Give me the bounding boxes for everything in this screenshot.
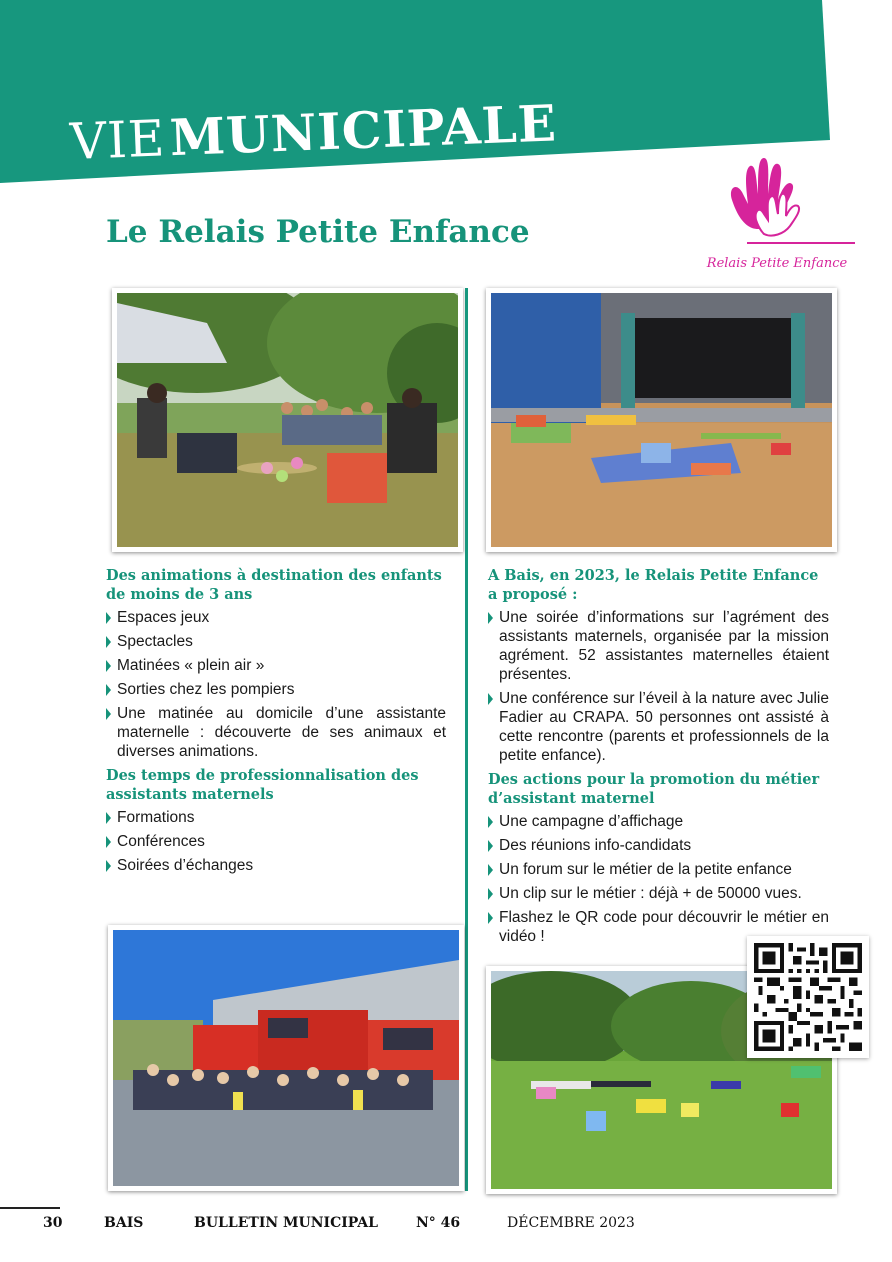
photo-fire-station: [108, 925, 464, 1191]
list-item: Flashez le QR code pour découvrir le métier en vidéo !: [488, 908, 829, 946]
right-column: [488, 566, 829, 951]
hand-icon: [692, 148, 862, 252]
photo-gym-hall: [486, 288, 837, 552]
qr-code[interactable]: [747, 936, 869, 1058]
footer-publication: BULLETIN MUNICIPAL: [194, 1215, 378, 1231]
list-item: Une conférence sur l’éveil à la nature avec Julie Fadier au CRAPA. 50 personnes ont assisté à cette rencontre (parents et professionnels de la petite enfance).: [488, 689, 829, 765]
right-list-promotion: [488, 812, 829, 946]
page-title: Le Relais Petite Enfance: [106, 214, 530, 250]
relais-logo: [692, 148, 862, 288]
right-heading-2023: A Bais, en 2023, le Relais Petite Enfance a proposé :: [488, 567, 819, 603]
list-item: Une soirée d’informations sur l’agrément des assistants maternels, organisée par la mission agrément. 52 assistantes maternelles étaient présentes.: [488, 608, 829, 684]
footer-rule: [0, 1207, 60, 1209]
qr-code-icon: [754, 943, 862, 1051]
page-number: 30: [43, 1215, 63, 1231]
list-item: Spectacles: [106, 632, 446, 651]
list-item: Formations: [106, 808, 446, 827]
left-column: [106, 566, 446, 880]
footer-date: DÉCEMBRE 2023: [507, 1215, 635, 1231]
left-list-professionalisation: [106, 808, 446, 875]
left-heading-animations: Des animations à destination des enfants de moins de 3 ans: [106, 567, 442, 603]
right-list-2023: [488, 608, 829, 765]
left-heading-professionalisation: Des temps de professionnalisation des assistants maternels: [106, 767, 419, 803]
photo-outdoor-concert: [112, 288, 463, 552]
column-divider: [465, 288, 468, 1191]
list-item: Des réunions info-candidats: [488, 836, 829, 855]
list-item: Une campagne d’affichage: [488, 812, 829, 831]
left-list-animations: [106, 608, 446, 761]
list-item: Espaces jeux: [106, 608, 446, 627]
list-item: Sorties chez les pompiers: [106, 680, 446, 699]
list-item: Un clip sur le métier : déjà + de 50000 vues.: [488, 884, 829, 903]
right-heading-promotion: Des actions pour la promotion du métier d’assistant maternel: [488, 771, 820, 807]
logo-text: Relais Petite Enfance: [706, 256, 848, 271]
list-item: Soirées d’échanges: [106, 856, 446, 875]
list-item: Un forum sur le métier de la petite enfance: [488, 860, 829, 879]
list-item: Matinées « plein air »: [106, 656, 446, 675]
footer-issue: N° 46: [416, 1215, 461, 1231]
section-title-word2: MUNICIPALE: [168, 93, 558, 168]
section-title-word1: VIE: [68, 109, 167, 172]
footer-town: BAIS: [104, 1215, 144, 1231]
list-item: Une matinée au domicile d’une assistante maternelle : découverte de ses animaux et diverses animations.: [106, 704, 446, 761]
list-item: Conférences: [106, 832, 446, 851]
page-footer: [0, 1215, 892, 1237]
